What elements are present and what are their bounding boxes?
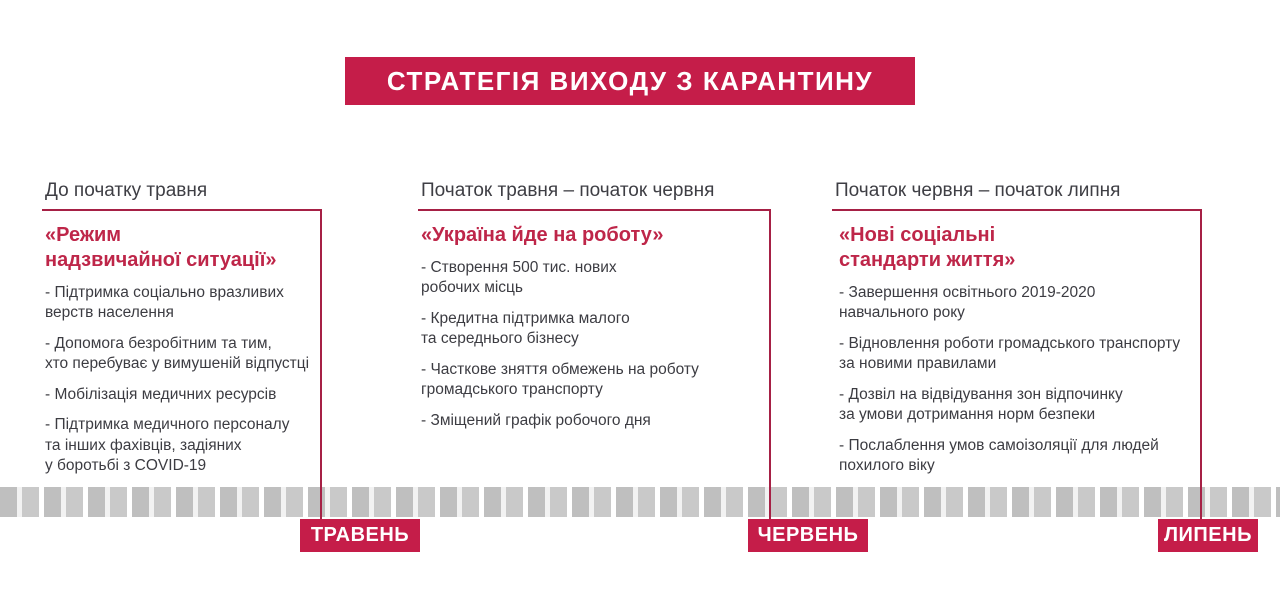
phase-box xyxy=(832,209,1202,520)
timeline-month-july: ЛИПЕНЬ xyxy=(1158,519,1258,552)
phase-period-label: Початок травня – початок червня xyxy=(421,180,715,201)
phase-item: - Завершення освітнього 2019-2020 навчального року xyxy=(839,284,1096,322)
phase-item: - Мобілізація медичних ресурсів xyxy=(45,385,277,403)
phase-item: - Кредитна підтримка малого та середнього бізнесу xyxy=(421,309,630,348)
phase-title: «Режим надзвичайної ситуації» xyxy=(45,224,277,271)
phase-item: - Зміщений графік робочого дня xyxy=(421,411,651,429)
phase-item: - Допомога безробітним та тим, хто перебуває у вимушеній відпустці xyxy=(45,334,310,373)
phase-box xyxy=(42,209,322,520)
phase-item: - Відновлення роботи громадського транспорту за новими правилами xyxy=(839,334,1181,373)
phase-item: - Підтримка соціально вразливих верств населення xyxy=(45,284,284,322)
phase-title: «Україна йде на роботу» xyxy=(421,224,664,246)
phase-title: «Нові соціальні стандарти життя» xyxy=(839,224,1016,271)
phase-item: - Створення 500 тис. нових робочих місць xyxy=(421,259,617,297)
phase-column-july xyxy=(832,180,1202,520)
phase-column-may xyxy=(42,180,322,520)
timeline-month-may: ТРАВЕНЬ xyxy=(300,519,420,552)
phase-item: - Дозвіл на відвідування зон відпочинку за умови дотримання норм безпеки xyxy=(839,385,1123,424)
phase-box xyxy=(418,209,771,520)
phase-column-june xyxy=(418,180,771,520)
timeline-month-june: ЧЕРВЕНЬ xyxy=(748,519,868,552)
page-title: СТРАТЕГІЯ ВИХОДУ З КАРАНТИНУ xyxy=(345,57,915,105)
phase-item: - Підтримка медичного персоналу та інших фахівців, задіяних у боротьбі з COVID-19 xyxy=(45,416,290,475)
phase-item: - Часткове зняття обмежень на роботу громадського транспорту xyxy=(421,360,699,399)
phase-item: - Послаблення умов самоізоляції для людей похилого віку xyxy=(839,436,1159,475)
phase-period-label: Початок червня – початок липня xyxy=(835,180,1121,201)
phase-period-label: До початку травня xyxy=(45,180,208,201)
